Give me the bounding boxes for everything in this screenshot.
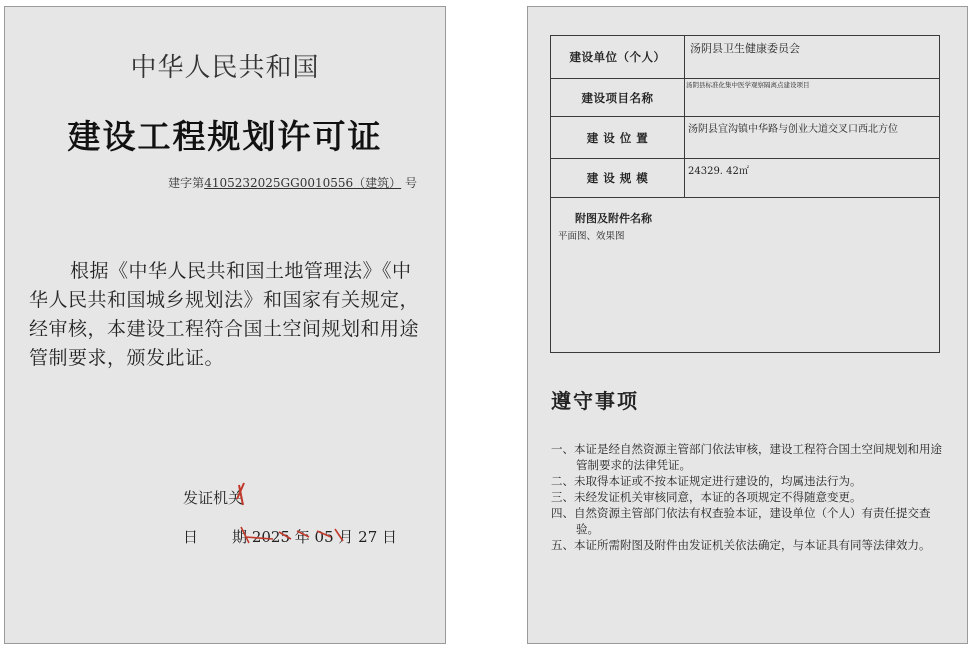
date-label-day: 日 [183,528,199,546]
table-row [551,159,940,198]
scale-value: 24329. 42㎡ [685,159,940,198]
certificate-title: 建设工程规划许可证 [67,117,383,156]
certificate-number-value: 4105232025GG0010556（建筑） [204,176,402,190]
scale-label: 建 设 规 模 [551,159,685,198]
attachments-value: 平面图、效果图 [558,231,625,242]
list-item: 一、本证是经自然资源主管部门依法审核，建设工程符合国土空间规划和用途管制要求的法律凭证。 [551,442,942,472]
location-label: 建 设 位 置 [551,117,685,159]
construction-unit-value: 汤阴县卫生健康委员会 [685,36,940,79]
issue-date-value: 2025 年 05 月 27 日 [251,528,398,546]
project-info-table [550,35,940,353]
table-row [551,198,940,353]
list-item: 二、未取得本证或不按本证规定进行建设的，均属违法行为。 [551,474,862,488]
list-item: 三、未经发证机关审核同意，本证的各项规定不得随意变更。 [551,490,862,504]
project-name-value: 汤阴县标准化集中医学观察隔离点建设项目 [685,79,940,117]
table-row [551,36,940,79]
project-name-label: 建设项目名称 [551,79,685,117]
issue-date-row [183,526,397,547]
list-item: 五、本证所需附图及附件由发证机关依法确定，与本证具有同等法律效力。 [551,538,931,552]
table-row [551,79,940,117]
certificate-statement: 根据《中华人民共和国土地管理法》《中华人民共和国城乡规划法》和国家有关规定，经审核，本建设工程符合国土空间规划和用途管制要求，颁发此证。 [29,260,420,369]
date-label-period: 期 [232,528,248,546]
certificate-front-page [4,6,446,644]
attachments-label: 附图及附件名称 [575,212,652,225]
location-value: 汤阴县宜沟镇中华路与创业大道交叉口西北方位 [685,117,940,159]
list-item: 四、自然资源主管部门依法有权查验本证，建设单位（个人）有责任提交查验。 [551,506,931,536]
certificate-number [168,174,417,191]
certificate-back-page [527,6,968,644]
attachments-cell [551,198,940,353]
construction-unit-label: 建设单位（个人） [551,36,685,79]
certificate-number-suffix: 号 [404,176,417,190]
table-row [551,117,940,159]
rules-title: 遵守事项 [551,389,639,413]
rules-list [551,441,946,553]
country-name: 中华人民共和国 [130,53,320,83]
issuing-authority-label: 发证机关 [183,489,244,507]
certificate-number-prefix: 建字第 [168,176,205,190]
